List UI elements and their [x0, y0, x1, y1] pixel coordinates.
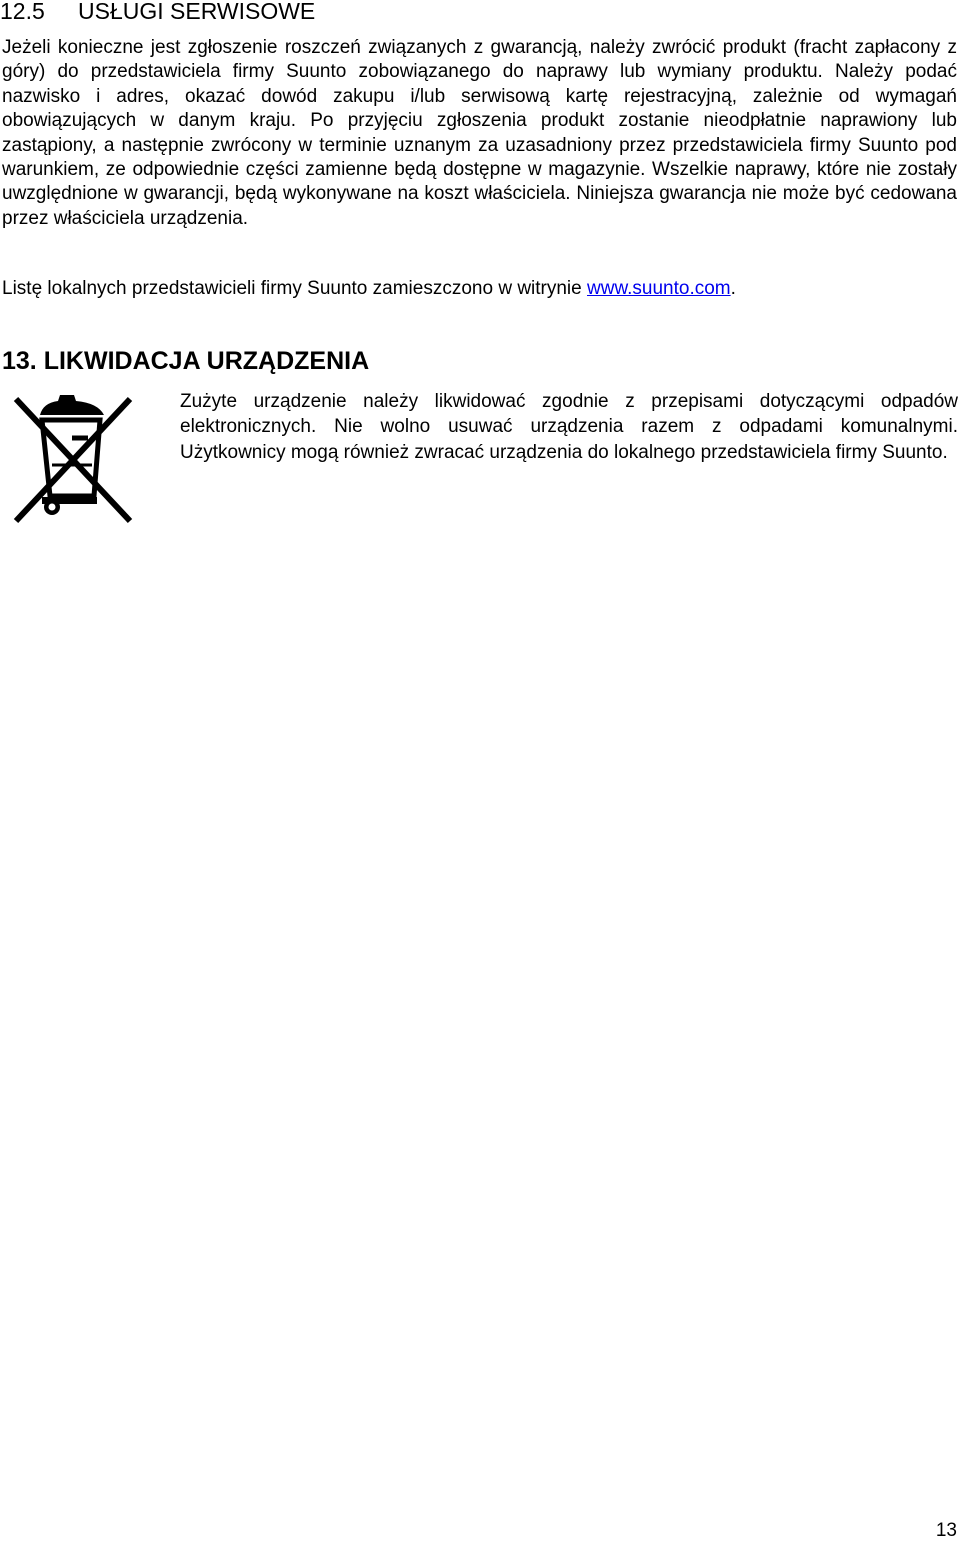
dealers-paragraph [2, 277, 957, 301]
dealers-end: . [730, 278, 736, 299]
section-title: USŁUGI SERWISOWE [78, 0, 316, 24]
section-heading [0, 0, 315, 26]
dealers-text: Listę lokalnych przedstawicieli firmy Suunto zamieszczono w witrynie [2, 278, 588, 299]
disposal-paragraph: Zużyte urządzenie należy likwidować zgodnie z przepisami dotyczącymi odpadów elektronicznych. Nie wolno usuwać urządzenia razem z odpadami komunalnymi. Użytkownicy mogą również zwracać urządzenia do lokalnego przedstawiciela firmy Suunto. [180, 391, 958, 463]
service-paragraph: Jeżeli konieczne jest zgłoszenie roszczeń związanych z gwarancją, należy zwrócić produkt (fracht zapłacony z góry) do przedstawiciela firmy Suunto zobowiązanego do naprawy lub wymiany produktu. Należy podać nazwisko i adres, okazać dowód zakupu i/lub serwisową kartę rejestracyjną, zależnie od wymagań obowiązujących w danym kraju. Po przyjęciu zgłoszenia produkt zostanie nieodpłatnie naprawiony lub zastąpiony, a następnie zwrócony w terminie uznanym za uzasadniony przez przedstawiciela firmy Suunto pod warunkiem, ze odpowiednie części zamienne będą dostępne w magazynie. Wszelkie naprawy, które nie zostały uwzględnione w gwarancji, będą wykonywane na koszt właściciela. Niniejsza gwarancja nie może być cedowana przez właściciela urządzenia. [2, 37, 957, 229]
suunto-website-link[interactable]: www.suunto.com [587, 278, 731, 299]
page-number: 13 [935, 1520, 957, 1541]
chapter-heading: 13. LIKWIDACJA URZĄDZENIA [2, 347, 370, 375]
crossed-out-wheelie-bin-icon [12, 393, 134, 525]
section-number: 12.5 [0, 0, 45, 24]
